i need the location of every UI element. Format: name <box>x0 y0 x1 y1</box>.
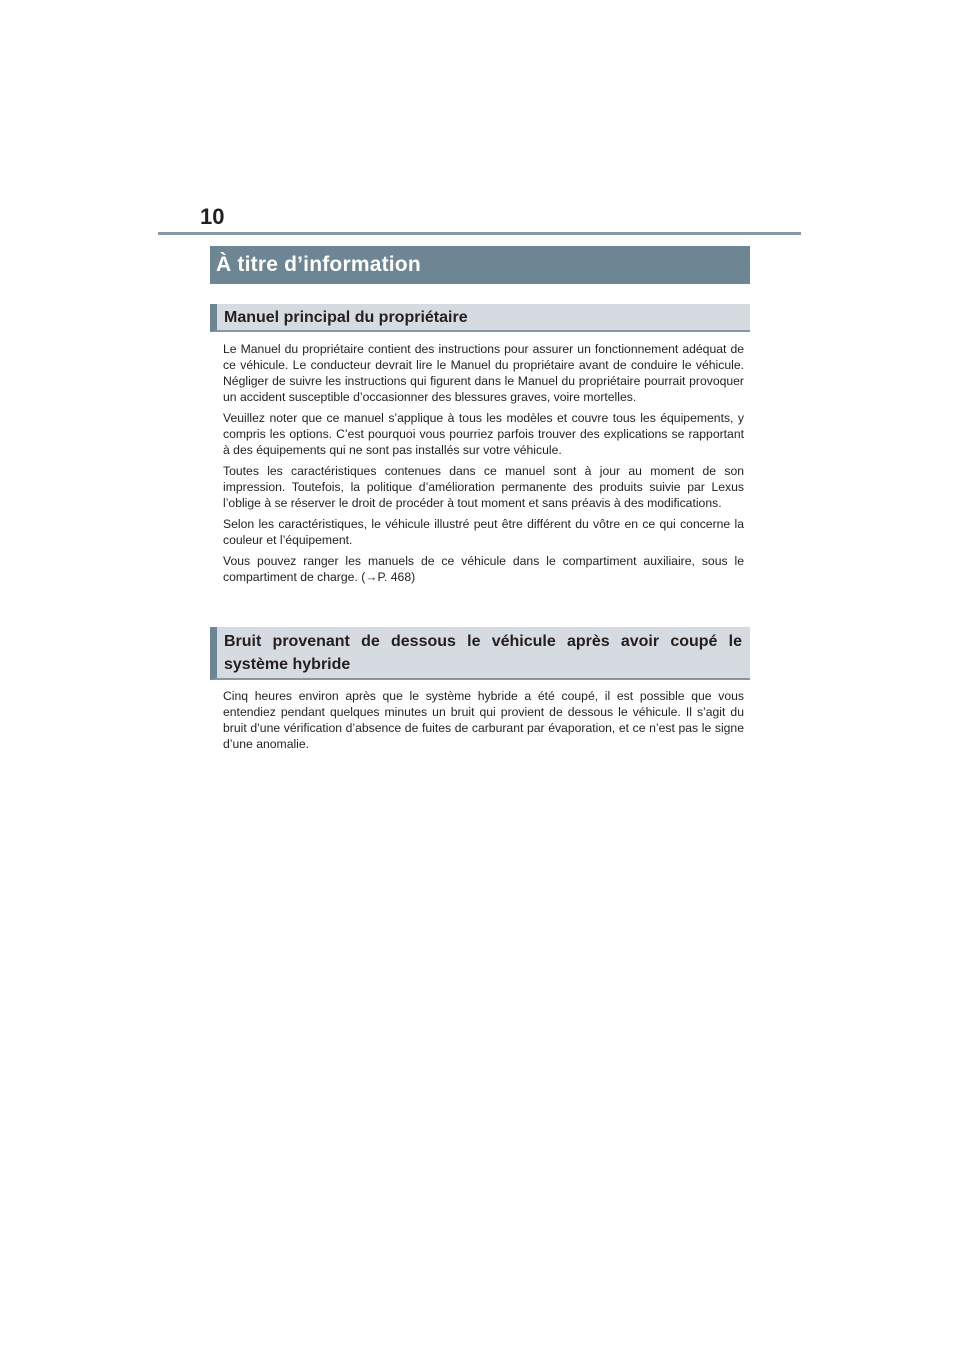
section-title: Bruit provenant de dessous le véhicule après avoir coupé le système hybride <box>224 633 742 673</box>
page-reference-link[interactable]: (→P. 468) <box>361 570 416 584</box>
paragraph: Cinq heures environ après que le système hybride a été coupé, il est possible que vous entendiez pendant quelques minutes un bruit qui provient de dessous le véhicule. Il s’agit du bruit d’une vérification d’absence de fuites de carburant par évaporation, et ce n’est pas le signe d’une anomalie. <box>223 689 744 751</box>
chapter-title: À titre d’information <box>216 253 421 276</box>
paragraph: Selon les caractéristiques, le véhicule illustré peut être différent du vôtre en ce qui concerne la couleur et l’équipement. <box>223 517 744 547</box>
section-heading-owners-manual <box>210 304 750 332</box>
paragraph: Veuillez noter que ce manuel s’applique à tous les modèles et couvre tous les équipements, y compris les options. C’est pourquoi vous pourriez parfois trouver des explications se rapportant à des équipements qui ne sont pas installés sur votre véhicule. <box>223 411 744 457</box>
paragraph: Toutes les caractéristiques contenues dans ce manuel sont à jour au moment de son impression. Toutefois, la politique d’amélioration permanente des produits suivie par Lexus l’oblige à se réserver le droit de procéder à tout moment et sans préavis à des modifications. <box>223 464 744 510</box>
chapter-heading-band <box>210 246 750 284</box>
section-heading-hybrid-noise <box>210 627 750 680</box>
section-body-hybrid-noise <box>223 688 744 757</box>
paragraph: Le Manuel du propriétaire contient des instructions pour assurer un fonctionnement adéquat de ce véhicule. Le conducteur devrait lire le Manuel du propriétaire avant de conduire le véhicule. Négliger de suivre les instructions qui figurent dans le Manuel du propriétaire pourrait provoquer un accident susceptible d’occasionner des blessures graves, voire mortelles. <box>223 342 744 404</box>
paragraph-text: Vous pouvez ranger les manuels de ce véhicule dans le compartiment auxiliaire, sous le compartiment de charge. <box>223 554 744 584</box>
header-divider <box>158 232 801 235</box>
paragraph <box>223 553 744 585</box>
section-body-owners-manual <box>223 341 744 590</box>
section-title: Manuel principal du propriétaire <box>224 309 468 326</box>
page-number: 10 <box>200 204 225 229</box>
